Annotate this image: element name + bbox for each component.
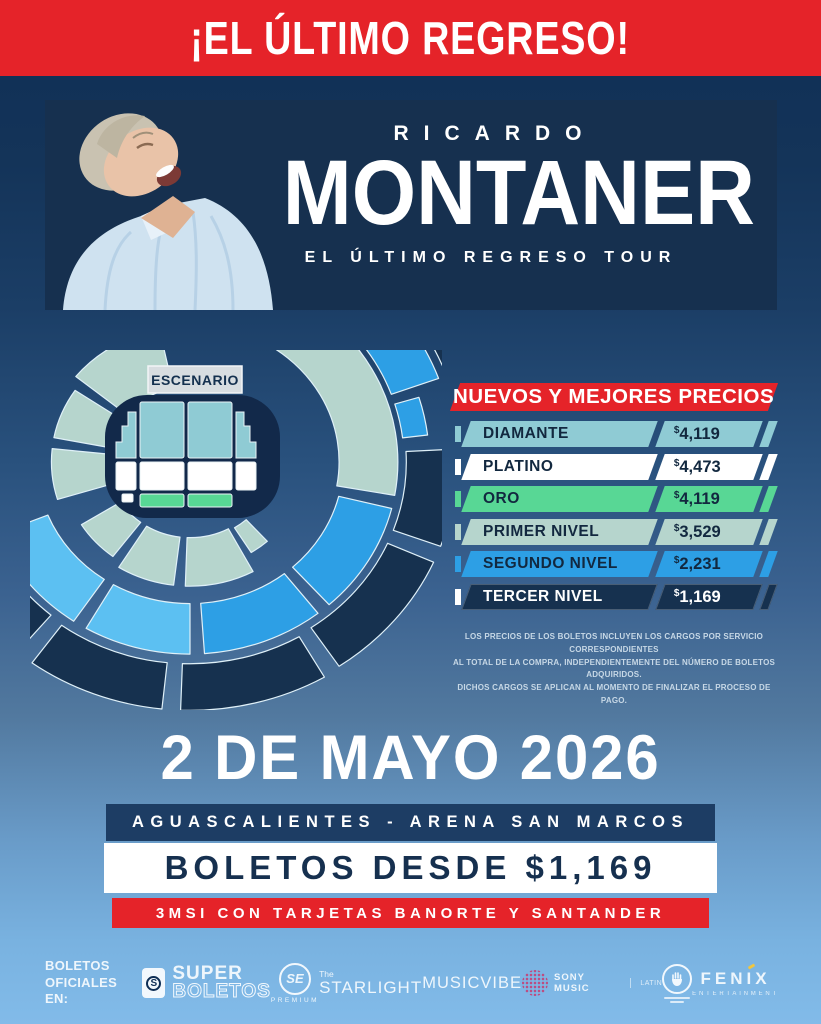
price-header-text: NUEVOS Y MEJORES PRECIOS — [453, 385, 775, 408]
crest-logo — [662, 964, 692, 1003]
row-end-sliver — [759, 551, 777, 577]
venue-text: AGUASCALIENTES - ARENA SAN MARCOS — [131, 813, 690, 831]
sony-music-logo: SONY MUSIC LATIN — [522, 970, 662, 996]
price-row-primer-nivel — [455, 519, 773, 545]
row-end-sliver — [759, 486, 777, 512]
hand-icon — [662, 964, 692, 994]
price-row-label-band — [461, 519, 657, 545]
row-end-sliver — [759, 584, 777, 610]
seat-section — [86, 585, 190, 655]
crest-caption — [662, 997, 692, 1003]
footer-logos — [45, 950, 779, 1016]
category-price: $1,169 — [674, 587, 721, 605]
row-notch — [455, 524, 461, 540]
row-end-sliver — [759, 421, 777, 447]
price-section — [455, 383, 773, 616]
musicvibe-logo: MUSICVIBE — [422, 973, 522, 992]
category-price: $4,119 — [674, 424, 720, 443]
premium-monogram-icon: SE — [279, 963, 311, 995]
tickets-from-text: BOLETOS DESDE $1,169 — [164, 849, 657, 886]
category-label: TERCER NIVEL — [483, 587, 603, 605]
price-row-price-band — [655, 421, 762, 447]
seat-section — [395, 397, 428, 438]
seat-section — [393, 449, 442, 546]
category-label: SEGUNDO NIVEL — [483, 555, 618, 572]
price-row-label-band — [461, 486, 657, 512]
official-tickets-label: BOLETOS OFICIALES EN: — [45, 957, 118, 1007]
price-row-price-band — [655, 584, 762, 610]
price-row-price-band — [655, 519, 762, 545]
row-notch — [455, 589, 461, 605]
top-banner-text: ¡EL ÚLTIMO REGRESO! — [190, 12, 631, 64]
row-notch — [455, 491, 461, 507]
row-end-sliver — [759, 454, 777, 480]
price-table — [455, 421, 773, 610]
row-notch — [455, 556, 461, 572]
top-banner — [0, 0, 821, 76]
divider — [630, 978, 631, 988]
fine-print-line: DICHOS CARGOS SE APLICAN AL MOMENTO DE FINALIZAR EL PROCESO DE PAGO. — [457, 683, 771, 705]
tickets-from-bar — [104, 843, 717, 893]
ticket-icon: S — [142, 968, 165, 998]
hero-section — [45, 100, 777, 310]
promo-bar — [112, 898, 709, 928]
price-row-tercer-nivel — [455, 584, 773, 610]
event-date: 2 DE MAYO 2026 — [160, 723, 661, 793]
seat-section — [181, 637, 325, 710]
sony-globe-icon — [522, 970, 548, 996]
fine-print-line: LOS PRECIOS DE LOS BOLETOS INCLUYEN LOS CARGOS POR SERVICIO CORRESPONDIENTES — [464, 632, 764, 654]
price-row-segundo-nivel — [455, 551, 773, 577]
artist-last-name: MONTANER — [282, 142, 755, 244]
venue-bar — [106, 804, 715, 841]
category-price: $4,119 — [674, 489, 720, 508]
category-label: ORO — [483, 490, 520, 507]
price-row-label-band — [461, 421, 657, 447]
hero-text — [260, 122, 755, 267]
category-label: DIAMANTE — [483, 425, 569, 442]
stage-label: ESCENARIO — [151, 372, 239, 388]
category-price: $3,529 — [674, 522, 721, 540]
price-row-price-band — [655, 486, 762, 512]
promo-text: 3MSI CON TARJETAS BANORTE Y SANTANDER — [155, 904, 666, 922]
fine-print-line: AL TOTAL DE LA COMPRA, INDEPENDIENTEMENTE DEL NÚMERO DE BOLETOS ADQUIRIDOS. — [452, 657, 776, 680]
price-row-diamante — [455, 421, 773, 447]
row-end-sliver — [759, 519, 777, 545]
price-row-price-band — [655, 551, 762, 577]
row-notch — [455, 459, 461, 475]
tour-name: EL ÚLTIMO REGRESO TOUR — [304, 249, 678, 267]
fenix-logo: FENIX ENTERTAINMENT — [692, 969, 779, 997]
price-row-label-band — [461, 454, 657, 480]
price-row-label-band — [461, 551, 657, 577]
premium-logo: SE PREMIUM — [271, 963, 319, 1004]
price-row-label-band — [461, 584, 657, 610]
starlight-logo: The STARLIGHT — [319, 968, 423, 998]
category-label: PRIMER NIVEL — [483, 522, 600, 540]
price-row-price-band — [655, 454, 762, 480]
artist-first-name: RICARDO — [393, 122, 597, 145]
fine-print — [448, 631, 780, 708]
price-header-banner — [450, 383, 778, 411]
seat-map — [30, 350, 442, 710]
price-row-platino — [455, 454, 773, 480]
category-price: $4,473 — [674, 457, 721, 475]
category-price: $2,231 — [674, 554, 721, 573]
superboletos-logo: S SUPER BOLETOS — [142, 965, 271, 1001]
row-notch — [455, 426, 461, 442]
price-row-oro — [455, 486, 773, 512]
category-label: PLATINO — [483, 457, 554, 475]
seat-section — [51, 449, 111, 500]
